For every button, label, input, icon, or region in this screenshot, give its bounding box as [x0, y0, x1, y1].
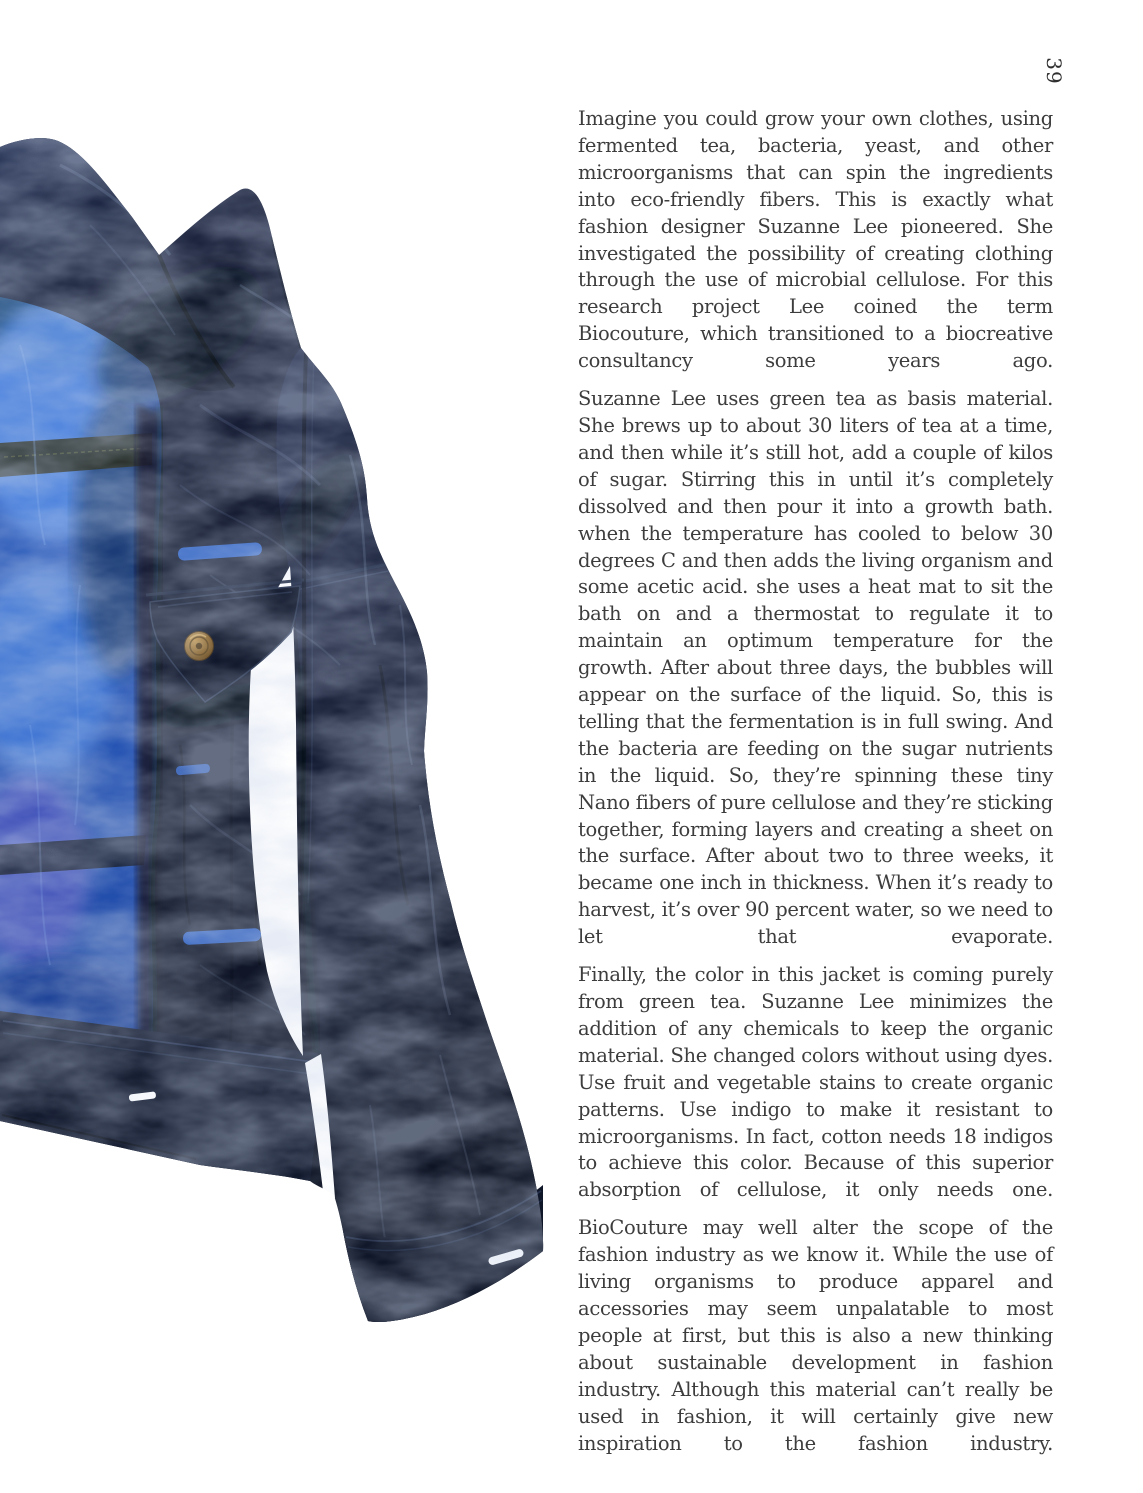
page-number: 39: [1042, 57, 1066, 85]
jacket-photo: [0, 105, 560, 1335]
article-paragraph-1: Imagine you could grow your own clothes, using fermented tea, bacteria, yeast, and other microorganisms that can spin the ingredients into eco-friendly fibers. This is exactly what fashion designer Suzanne Lee pioneered. She investigated the possibility of creating clothing through the use of microbial cellulose. For this research project Lee coined the term Biocouture, which transitioned to a biocreative consultancy some years ago.: [578, 107, 1053, 373]
jacket-illustration: [0, 105, 560, 1335]
crinkle-texture: [0, 105, 560, 1335]
article-text-column: [578, 106, 1053, 1457]
article-paragraph-2: Suzanne Lee uses green tea as basis material. She brews up to about 30 liters of tea at a time, and then while it’s still hot, add a couple of kilos of sugar. Stirring this in until it’s completely dissolved and then pour it into a growth bath. when the temperature has cooled to below 30 degrees C and then adds the living organism and some acetic acid. she uses a heat mat to sit the bath on and a thermostat to regulate it to maintain an optimum temperature for the growth. After about three days, the bubbles will appear on the surface of the liquid. So, this is telling that the fermentation is in full swing. And the bacteria are feeding on the sugar nutrients in the liquid. So, they’re spinning these tiny Nano fibers of pure cellulose and they’re sticking together, forming layers and creating a sheet on the surface. After about two to three weeks, it became one inch in thickness. When it’s ready to harvest, it’s over 90 percent water, so we need to let that evaporate.: [578, 387, 1053, 949]
article-paragraph-3: Finally, the color in this jacket is coming purely from green tea. Suzanne Lee minimizes the addition of any chemicals to keep the organic material. She changed colors without using dyes. Use fruit and vegetable stains to create organic patterns. Use indigo to make it resistant to microorganisms. In fact, cotton needs 18 indigos to achieve this color. Because of this superior absorption of cellulose, it only needs one.: [578, 963, 1053, 1202]
article-paragraph-4: BioCouture may well alter the scope of the fashion industry as we know it. While the use of living organisms to produce apparel and accessories may seem unpalatable to most people at first, but this is also a new thinking about sustainable development in fashion industry. Although this material can’t really be used in fashion, it will certainly give new inspiration to the fashion industry.: [578, 1216, 1053, 1455]
